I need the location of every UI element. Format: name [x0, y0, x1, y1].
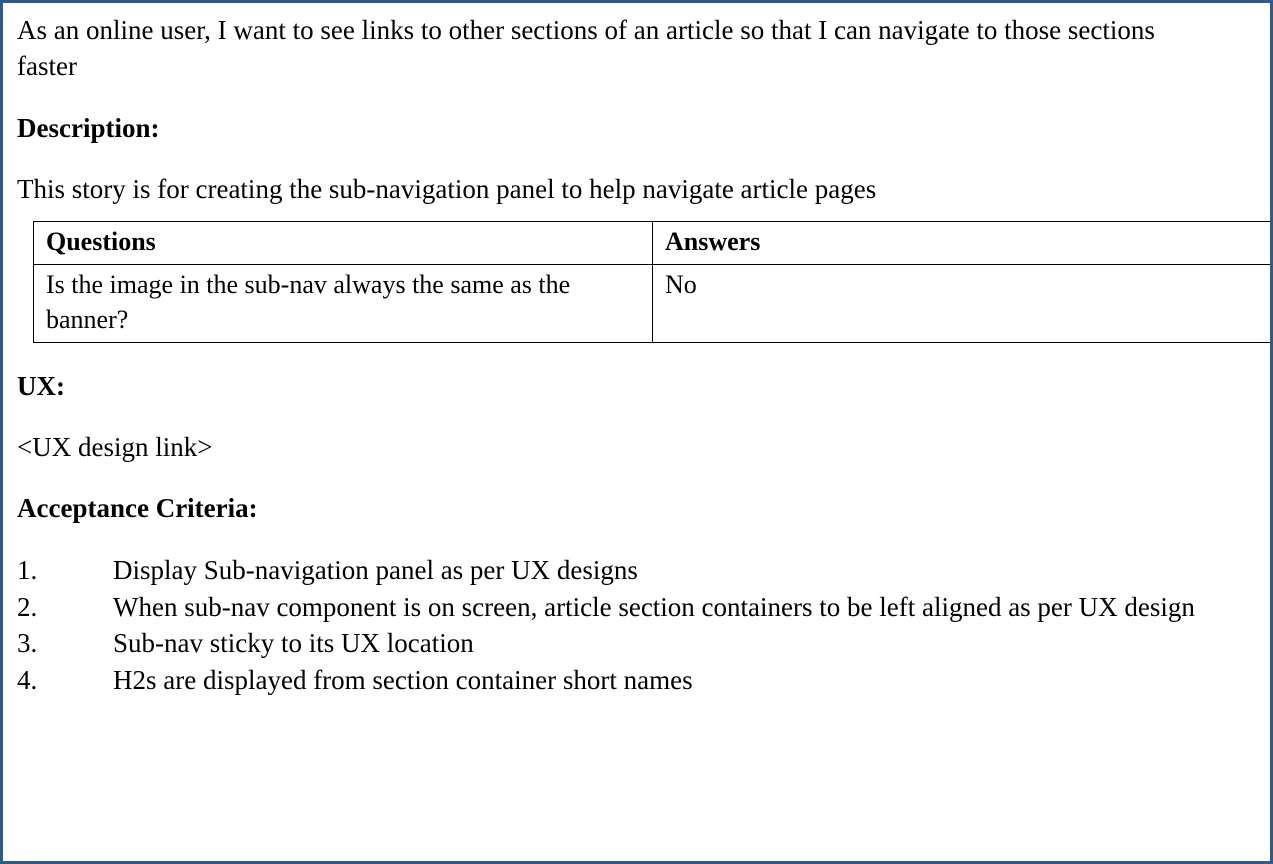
list-item	[17, 552, 1258, 588]
description-text: This story is for creating the sub-navigation panel to help navigate article pages	[17, 173, 877, 204]
list-item-number: 1.	[17, 555, 38, 586]
description-heading: Description:	[17, 112, 160, 143]
table-header-row	[34, 222, 1273, 265]
list-item-text: Display Sub-navigation panel as per UX designs	[113, 555, 638, 586]
list-item-text: Sub-nav sticky to its UX location	[113, 628, 474, 659]
cell-answer: No	[653, 265, 1273, 343]
spacer	[17, 526, 1258, 552]
acceptance-criteria-list	[17, 552, 1258, 698]
spacer	[17, 146, 1258, 172]
list-item	[17, 662, 1258, 698]
ux-heading: UX:	[17, 370, 65, 401]
spacer	[17, 343, 1258, 369]
list-item	[17, 589, 1258, 625]
list-item-number: 3.	[17, 628, 38, 659]
list-item-text: When sub-nav component is on screen, article section containers to be left aligned as per UX design	[113, 591, 1195, 622]
column-header-answers: Answers	[653, 222, 1273, 265]
spacer	[17, 465, 1258, 491]
acceptance-criteria-heading: Acceptance Criteria:	[17, 493, 258, 524]
column-header-questions: Questions	[34, 222, 653, 265]
spacer	[17, 85, 1258, 111]
ux-design-link[interactable]: <UX design link>	[17, 432, 213, 463]
list-item	[17, 625, 1258, 661]
list-item-text: H2s are displayed from section container short names	[113, 664, 693, 695]
cell-question: Is the image in the sub-nav always the same as the banner?	[34, 265, 653, 343]
list-item-number: 4.	[17, 664, 38, 695]
table-row	[34, 265, 1273, 343]
user-story-title: As an online user, I want to see links to other sections of an article so that I can navigate to those sections faster	[17, 15, 1155, 81]
questions-answers-table	[33, 221, 1273, 343]
spacer	[17, 404, 1258, 430]
list-item-number: 2.	[17, 591, 38, 622]
